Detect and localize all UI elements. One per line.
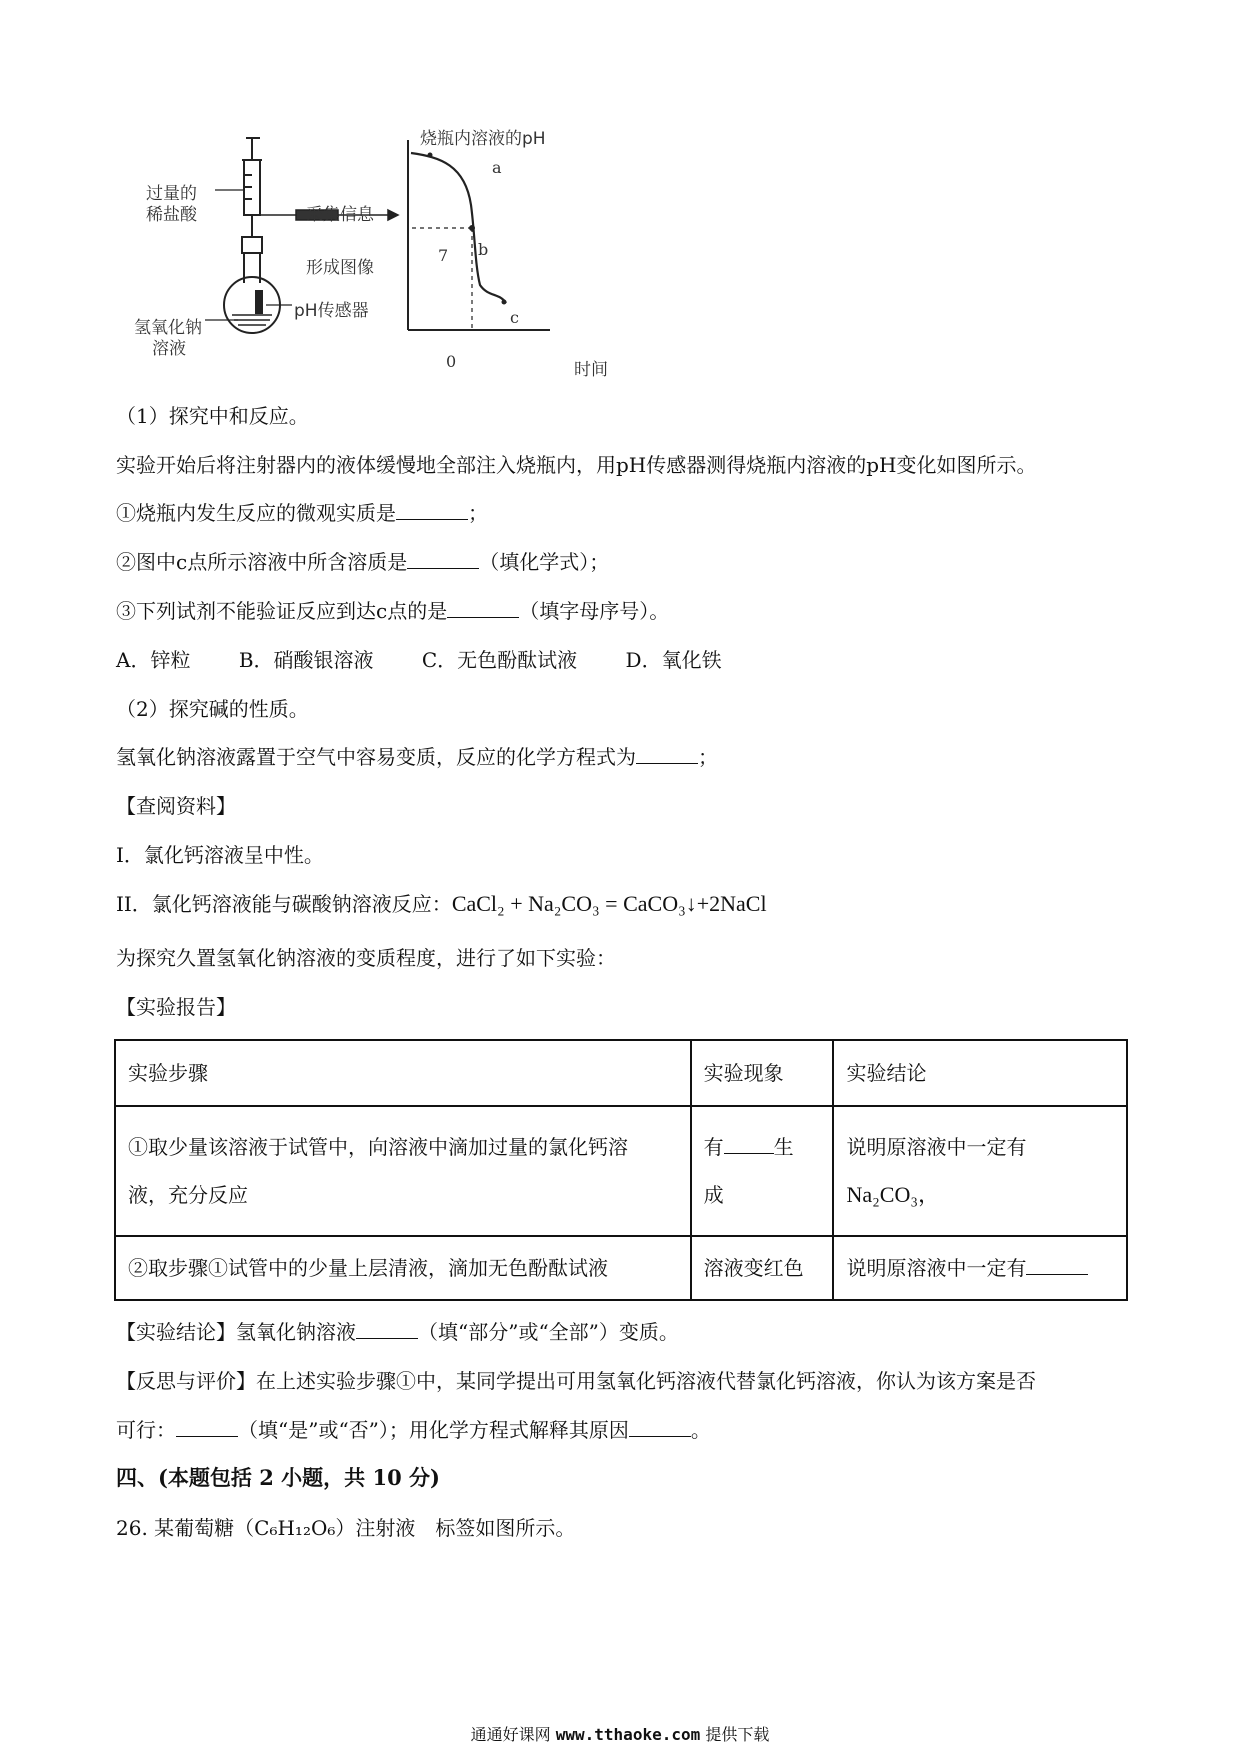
answer-blank-9[interactable] — [629, 1418, 691, 1437]
chart-origin: 0 — [446, 352, 457, 371]
point-c-label: c — [510, 308, 519, 327]
base-label-2: 溶液 — [152, 339, 186, 359]
option-b: B．硝酸银溶液 — [238, 648, 374, 672]
options-row — [116, 644, 764, 673]
question-3: ③下列试剂不能验证反应到达c点的是 （填字母序号）。 — [116, 599, 670, 623]
point-a — [428, 153, 433, 158]
acid-label: 过量的 — [146, 184, 197, 204]
answer-blank-1[interactable] — [396, 501, 468, 520]
reference-2: II．氯化钙溶液能与碳酸钠溶液反应：CaCl₂ + Na₂CO₃ = CaCO₃↓+2NaCl — [116, 891, 767, 916]
acid-label-2: 稀盐酸 — [146, 205, 197, 225]
chart-xlabel: 时间 — [574, 360, 608, 380]
part2-heading: （2）探究碱的性质。 — [116, 697, 309, 721]
base-label: 氢氧化钠 — [134, 318, 202, 338]
answer-blank-7[interactable] — [356, 1320, 418, 1339]
reflection-line-2: 可行： （填“是”或“否”）；用化学方程式解释其原因 。 — [116, 1418, 711, 1442]
point-b-label: b — [478, 240, 489, 259]
reaction-equation: CaCl₂ + Na₂CO₃ = CaCO₃↓+2NaCl — [451, 891, 767, 916]
table-row: ①取少量该溶液于试管中，向溶液中滴加过量的氯化钙溶 液，充分反应 有 生 成 说明原溶液中一定有 Na₂CO₃， — [115, 1106, 1127, 1236]
question-4: 氢氧化钠溶液露置于空气中容易变质，反应的化学方程式为 ； — [116, 745, 718, 769]
part1-heading: （1）探究中和反应。 — [116, 404, 309, 428]
point-b — [469, 225, 475, 231]
report-heading: 【实验报告】 — [116, 995, 236, 1019]
arrow-bottom-label: 形成图像 — [306, 258, 374, 278]
answer-blank-3[interactable] — [447, 599, 519, 618]
point-c — [502, 300, 507, 305]
conclusion-line: 【实验结论】氢氧化钠溶液 （填“部分”或“全部”）变质。 — [116, 1320, 679, 1344]
section-4-heading: 四、(本题包括 2 小题，共 10 分) — [116, 1465, 440, 1490]
question-26: 26. 某葡萄糖（C₆H₁₂O₆）注射液 标签如图所示。 — [116, 1516, 576, 1540]
flask-icon — [224, 237, 280, 333]
sensor-label: pH传感器 — [294, 301, 369, 321]
reference-heading: 【查阅资料】 — [116, 794, 236, 818]
experiment-report-table — [114, 1039, 1128, 1301]
option-d: D．氧化铁 — [625, 648, 722, 672]
reflection-line-1: 【反思与评价】在上述实验步骤①中，某同学提出可用氢氧化钙溶液代替氯化钙溶液，你认为该方案是否 — [116, 1369, 1036, 1393]
header-phenomenon: 实验现象 — [691, 1040, 834, 1106]
chart-ylabel: 烧瓶内溶液的pH — [420, 129, 546, 149]
answer-blank-5[interactable] — [724, 1135, 774, 1154]
answer-blank-2[interactable] — [407, 550, 479, 569]
option-c: C．无色酚酞试液 — [421, 648, 578, 672]
page-footer — [0, 1722, 1240, 1745]
answer-blank-4[interactable] — [636, 745, 698, 764]
table-row: ②取步骤①试管中的少量上层清液，滴加无色酚酞试液 溶液变红色 说明原溶液中一定有 — [115, 1236, 1127, 1300]
table-header-row — [115, 1040, 1127, 1106]
arrow-top-label: 采集信息 — [306, 205, 374, 225]
syringe-icon — [242, 138, 262, 237]
chart-y-tick-7: 7 — [438, 246, 449, 265]
option-a: A．锌粒 — [116, 648, 191, 672]
header-step: 实验步骤 — [115, 1040, 691, 1106]
ph-chart — [408, 140, 550, 330]
question-1: ①烧瓶内发生反应的微观实质是 ； — [116, 501, 488, 525]
footer-url[interactable]: www.tthaoke.com — [555, 1725, 701, 1744]
question-2: ②图中c点所示溶液中所含溶质是 （填化学式）； — [116, 550, 610, 574]
paragraph-experiment: 为探究久置氢氧化钠溶液的变质程度，进行了如下实验： — [116, 946, 616, 970]
paragraph-intro: 实验开始后将注射器内的液体缓慢地全部注入烧瓶内，用pH传感器测得烧瓶内溶液的pH变化如图所示。 — [116, 453, 1037, 477]
answer-blank-8[interactable] — [176, 1418, 238, 1437]
answer-blank-6[interactable] — [1026, 1256, 1088, 1275]
header-conclusion: 实验结论 — [833, 1040, 1127, 1106]
footer-suffix: 提供下载 — [705, 1725, 770, 1744]
point-a-label: a — [492, 158, 502, 177]
footer-site: 通通好课网 — [470, 1725, 551, 1744]
reference-1: I．氯化钙溶液呈中性。 — [116, 843, 324, 867]
